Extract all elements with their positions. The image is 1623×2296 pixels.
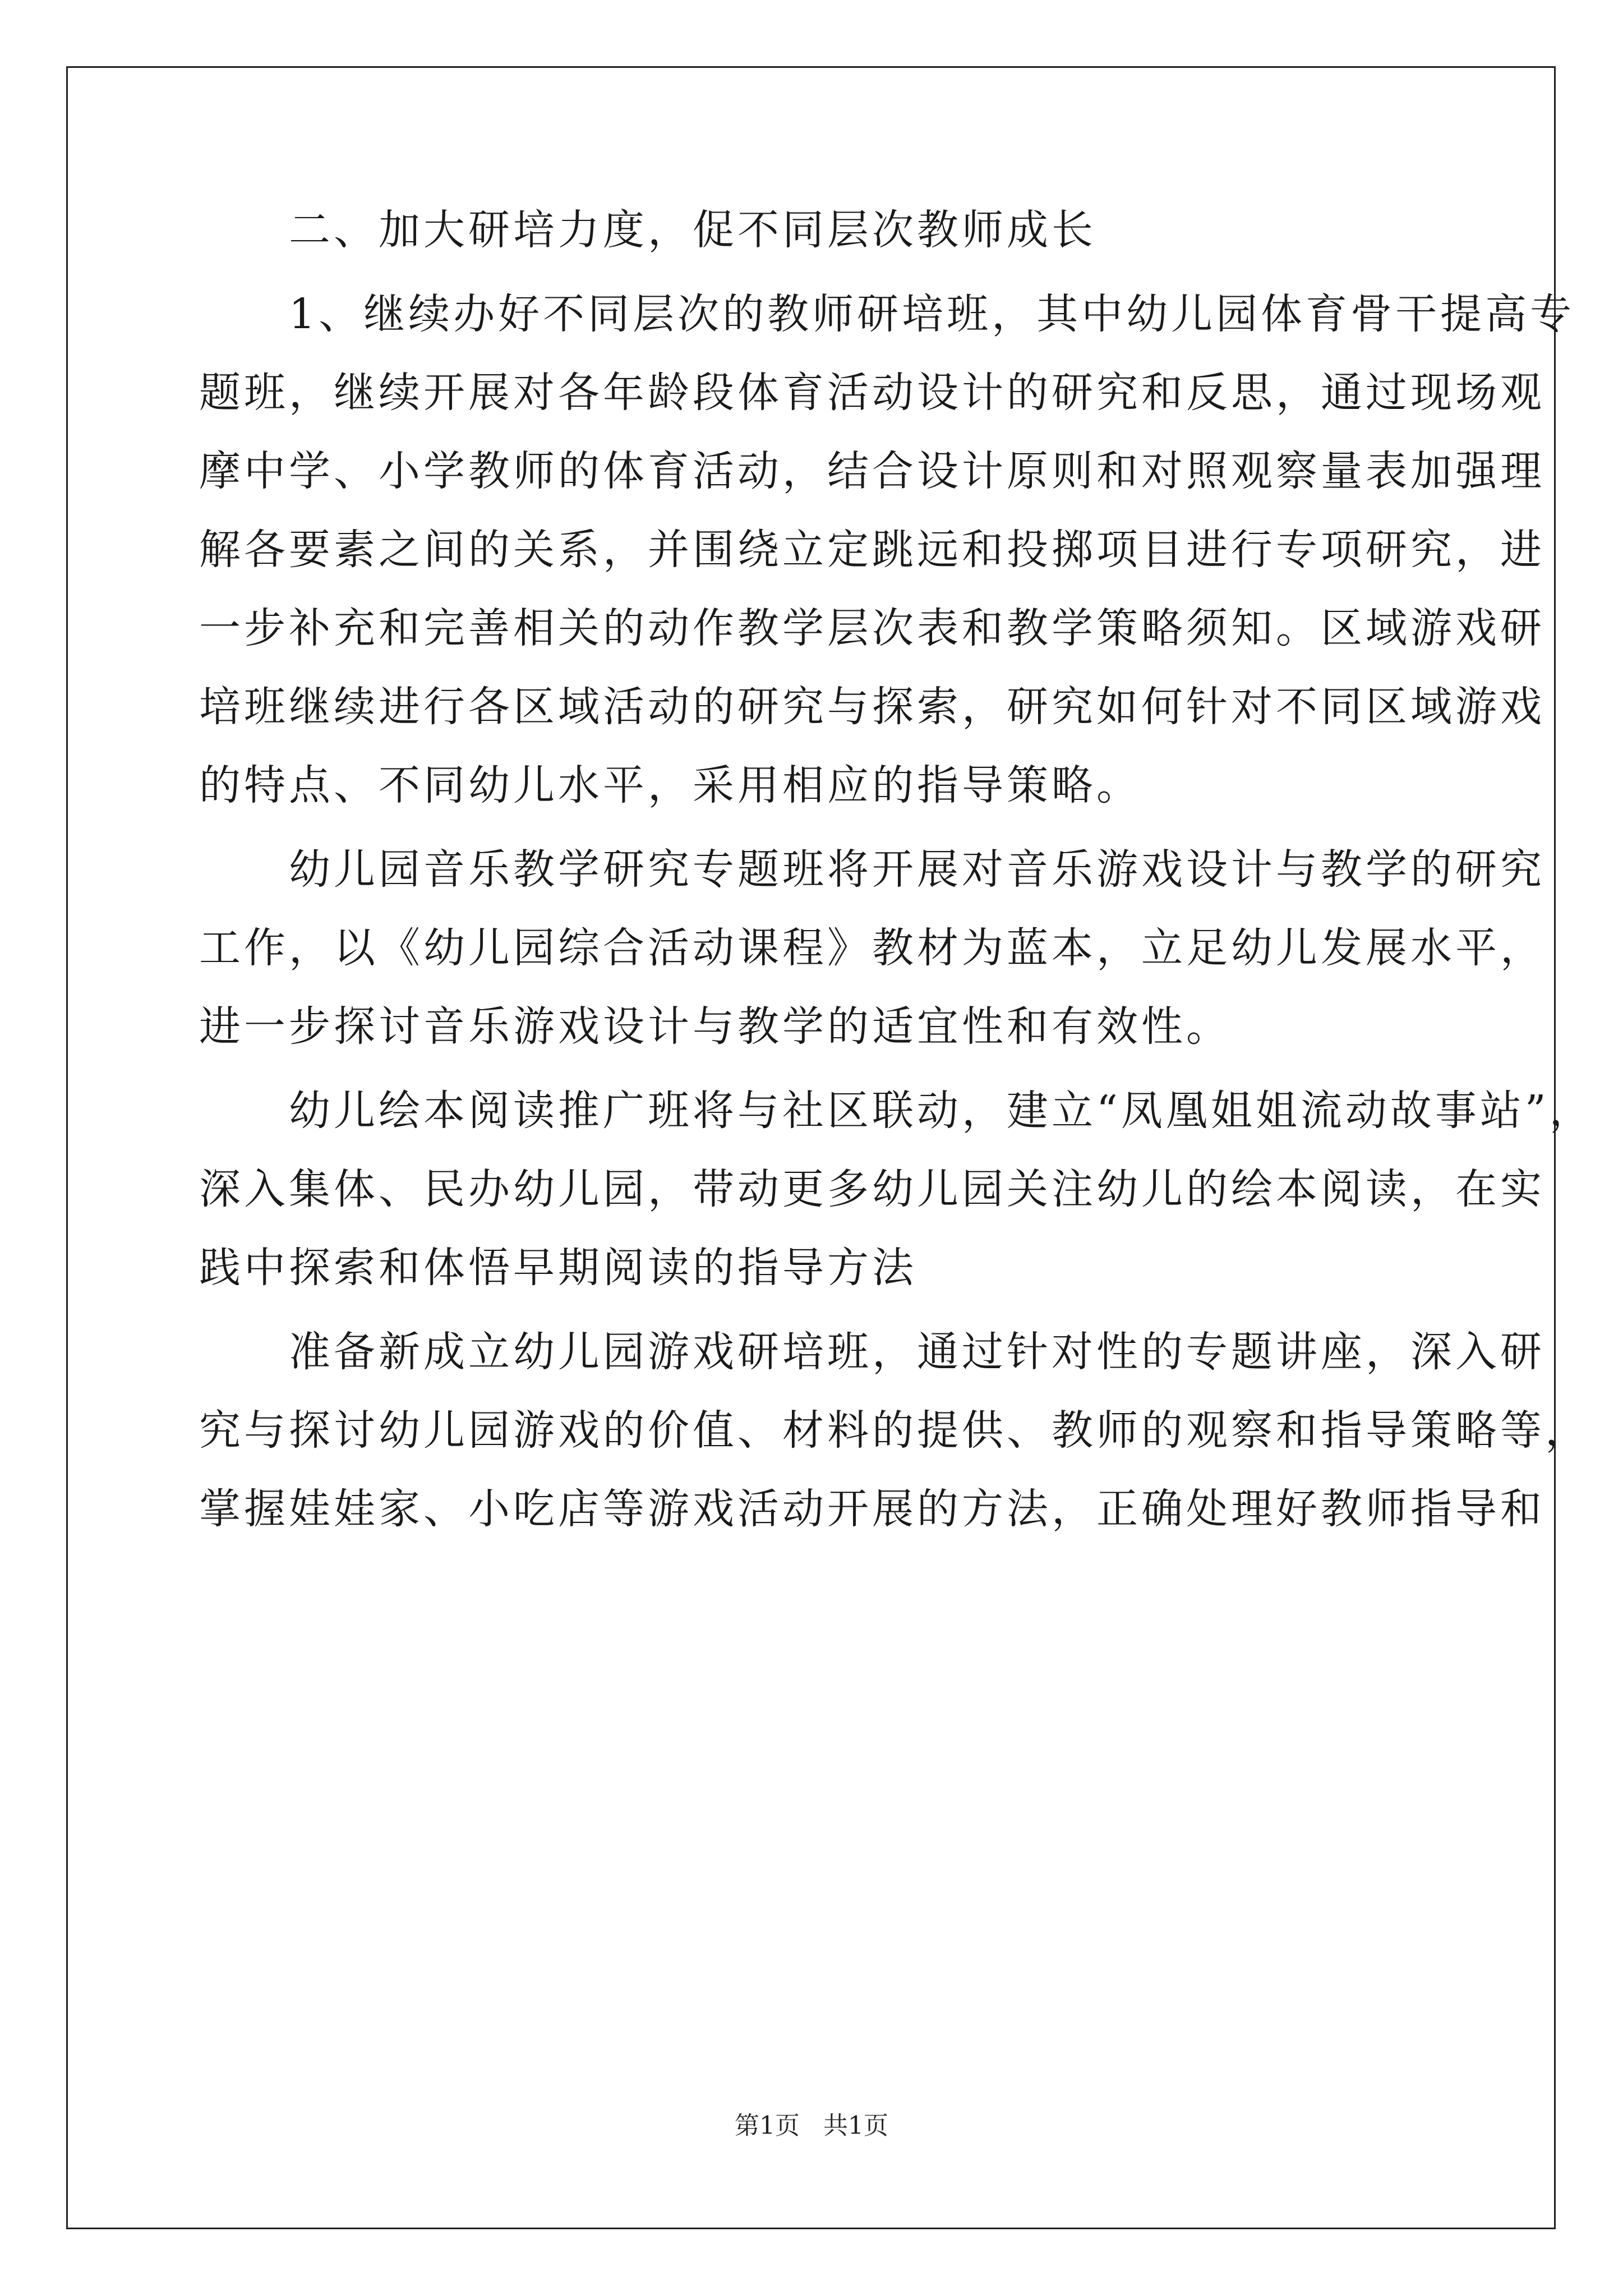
text-line: 二、加大研培力度，促不同层次教师成长 <box>199 206 1096 254</box>
text-line: 的特点、不同幼儿水平，采用相应的指导策略。 <box>199 761 1141 809</box>
text-line: 深入集体、民办幼儿园，带动更多幼儿园关注幼儿的绘本阅读，在实 <box>199 1165 1545 1213</box>
text-line: 践中探索和体悟早期阅读的指导方法 <box>199 1244 917 1292</box>
page-count: 共1页 <box>823 2111 888 2140</box>
text-line: 进一步探讨音乐游戏设计与教学的适宜性和有效性。 <box>199 1002 1231 1051</box>
page-number: 第1页 <box>735 2111 800 2140</box>
text-line: 题班，继续开展对各年龄段体育活动设计的研究和反思，通过现场观 <box>199 369 1545 417</box>
text-line: 培班继续进行各区域活动的研究与探索，研究如何针对不同区域游戏 <box>199 683 1545 731</box>
page-footer <box>0 2109 1623 2143</box>
text-line: 1、继续办好不同层次的教师研培班，其中幼儿园体育骨干提高专 <box>199 290 1575 338</box>
text-line: 一步补充和完善相关的动作教学层次表和教学策略须知。区域游戏研 <box>199 604 1545 652</box>
text-line: 解各要素之间的关系，并围绕立定跳远和投掷项目进行专项研究，进 <box>199 526 1545 574</box>
text-line: 幼儿园音乐教学研究专题班将开展对音乐游戏设计与教学的研究 <box>199 845 1545 894</box>
text-line: 准备新成立幼儿园游戏研培班，通过针对性的专题讲座，深入研 <box>199 1328 1545 1376</box>
text-line: 究与探讨幼儿园游戏的价值、材料的提供、教师的观察和指导策略等， <box>199 1406 1590 1455</box>
text-line: 幼儿绘本阅读推广班将与社区联动，建立“凤凰姐姐流动故事站”， <box>199 1087 1594 1135</box>
text-line: 掌握娃娃家、小吃店等游戏活动开展的方法，正确处理好教师指导和 <box>199 1485 1545 1533</box>
text-line: 摩中学、小学教师的体育活动，结合设计原则和对照观察量表加强理 <box>199 447 1545 495</box>
text-line: 工作，以《幼儿园综合活动课程》教材为蓝本，立足幼儿发展水平， <box>199 924 1545 972</box>
